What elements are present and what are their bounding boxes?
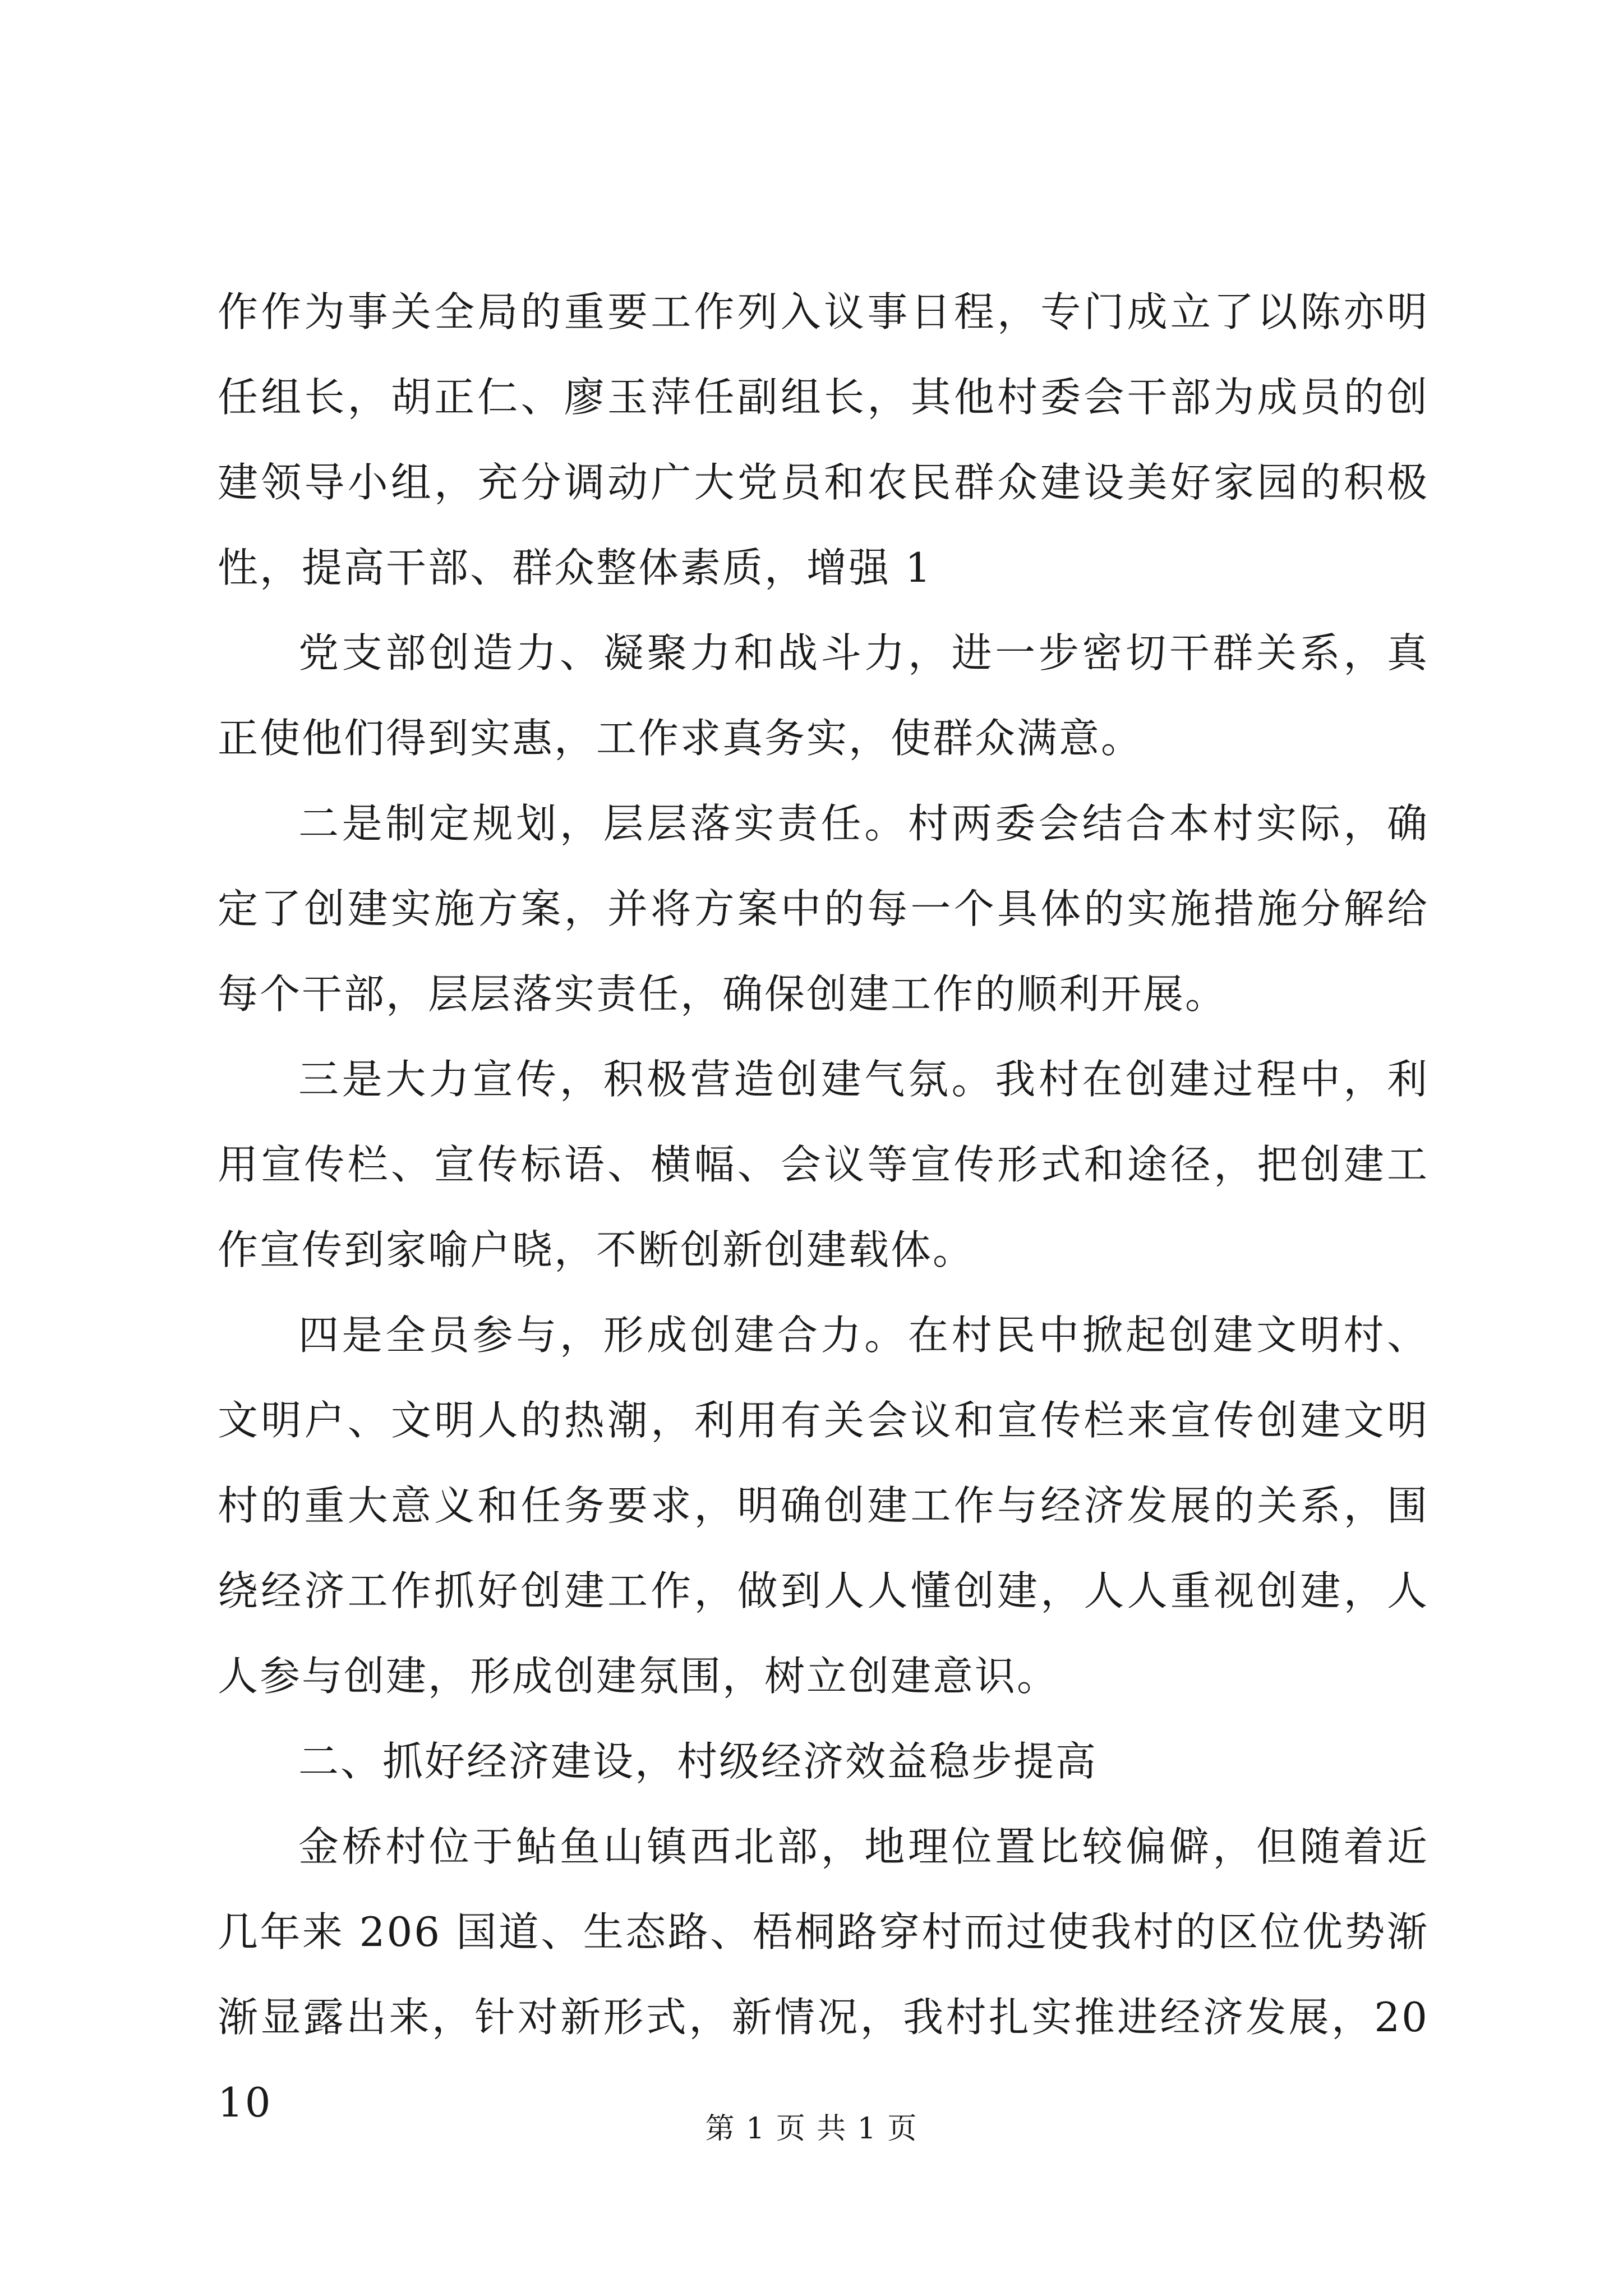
paragraph-5: 四是全员参与，形成创建合力。在村民中掀起创建文明村、文明户、文明人的热潮，利用有关会议和宣传栏来宣传创建文明村的重大意义和任务要求，明确创建工作与经济发展的关系，围绕经济工作抓好创建工作，做到人人懂创建，人人重视创建，人人参与创建，形成创建氛围，树立创建意识。 (218, 1312, 1429, 1700)
paragraph-3: 二是制定规划，层层落实责任。村两委会结合本村实际，确定了创建实施方案，并将方案中的每一个具体的实施措施分解给每个干部，层层落实责任，确保创建工作的顺利开展。 (218, 800, 1429, 1018)
paragraph-2: 党支部创造力、凝聚力和战斗力，进一步密切干群关系，真正使他们得到实惠，工作求真务实，使群众满意。 (218, 629, 1429, 762)
page-number-footer: 第 1 页 共 1 页 (705, 2112, 918, 2146)
paragraph-4: 三是大力宣传，积极营造创建气氛。我村在创建过程中，利用宣传栏、宣传标语、横幅、会议等宣传形式和途径，把创建工作宣传到家喻户晓，不断创新创建载体。 (218, 1056, 1429, 1273)
document-body (218, 269, 1429, 2145)
paragraph-1: 作作为事关全局的重要工作列入议事日程，专门成立了以陈亦明任组长，胡正仁、廖玉萍任副组长，其他村委会干部为成员的创建领导小组，充分调动广大党员和农民群众建设美好家园的积极性，提高干部、群众整体素质，增强 1 (218, 288, 1429, 591)
section-heading: 二、抓好经济建设，村级经济效益稳步提高 (298, 1738, 1098, 1785)
paragraph-7: 金桥村位于鲇鱼山镇西北部，地理位置比较偏僻，但随着近几年来 206 国道、生态路、梧桐路穿村而过使我村的区位优势渐渐显露出来，针对新形式，新情况，我村扎实推进经济发展，2010 (218, 1823, 1429, 2126)
